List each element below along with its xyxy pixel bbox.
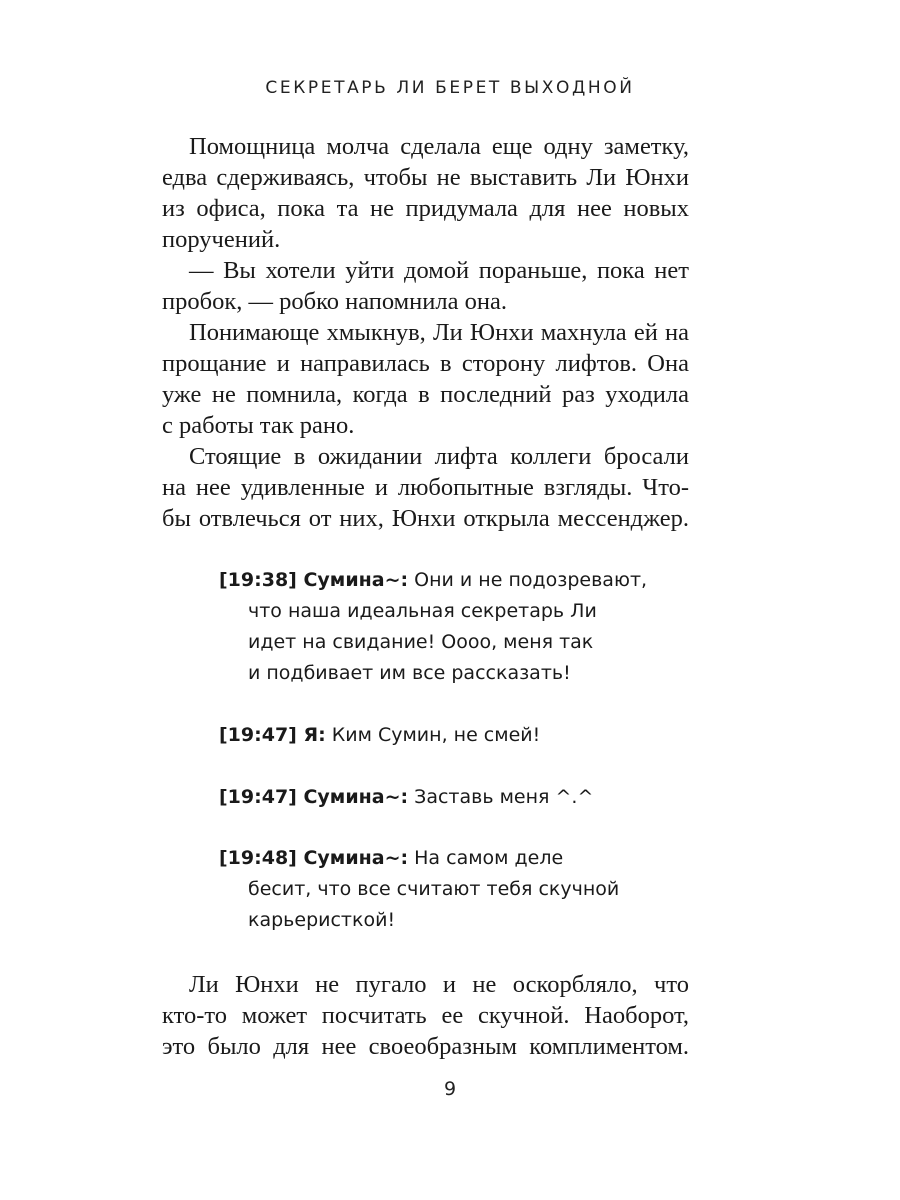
message-text: Ким Сумин, не смей!	[325, 724, 541, 746]
message-text: Заставь меня ^.^	[408, 786, 594, 808]
text-line: бы отвлечься от них, Юнхи открыла мессенджер.	[162, 505, 689, 532]
text-line: Стоящие в ожидании лифта коллеги бросали	[189, 443, 689, 470]
text-line: прощание и направилась в сторону лифтов. Она	[162, 350, 689, 377]
text-line: Помощница молча сделала еще одну заметку,	[189, 133, 689, 160]
body-text-bottom	[162, 969, 689, 1062]
message-meta: [19:47] Сумина~:	[219, 786, 409, 808]
message-text: что наша идеальная секретарь Ли	[248, 600, 597, 622]
text-line: — Вы хотели уйти домой пораньше, пока нет	[189, 257, 689, 284]
text-line: едва сдерживаясь, чтобы не выставить Ли Юнхи	[162, 164, 689, 191]
message-text: На самом деле	[408, 847, 564, 869]
paragraph	[162, 255, 689, 317]
message-meta: [19:47] Я:	[219, 724, 326, 746]
text-line: кто-то может посчитать ее скучной. Наоборот,	[162, 1002, 689, 1029]
paragraph	[162, 441, 689, 534]
message-text: бесит, что все считают тебя скучной	[248, 878, 620, 900]
chat-message	[219, 565, 689, 689]
running-title: СЕКРЕТАРЬ ЛИ БЕРЕТ ВЫХОДНОЙ	[265, 78, 635, 98]
text-line: пробок, — робко напомнила она.	[162, 288, 507, 315]
text-line: Понимающе хмыкнув, Ли Юнхи махнула ей на	[189, 319, 689, 346]
chat-message	[219, 782, 689, 813]
text-line: поручений.	[162, 226, 281, 253]
chat-message	[219, 720, 689, 751]
body-text-top	[162, 131, 689, 534]
message-text: карьеристкой!	[248, 909, 396, 931]
paragraph	[162, 131, 689, 255]
text-line: это было для нее своеобразным комплиментом.	[162, 1033, 689, 1060]
page-number: 9	[443, 1078, 457, 1100]
message-meta: [19:48] Сумина~:	[219, 847, 409, 869]
text-line: Ли Юнхи не пугало и не оскорбляло, что	[189, 971, 689, 998]
message-meta: [19:38] Сумина~:	[219, 569, 409, 591]
message-text: идет на свидание! Оооо, меня так	[248, 631, 594, 653]
text-line: с работы так рано.	[162, 412, 355, 439]
message-text: и подбивает им все рассказать!	[248, 662, 571, 684]
paragraph	[162, 969, 689, 1062]
text-line: уже не помнила, когда в последний раз уходила	[162, 381, 689, 408]
text-line: из офиса, пока та не придумала для нее новых	[162, 195, 689, 222]
text-line: на нее удивленные и любопытные взгляды. Что-	[162, 474, 689, 501]
paragraph	[162, 317, 689, 441]
message-text: Они и не подозревают,	[408, 569, 648, 591]
chat-message	[219, 843, 689, 936]
